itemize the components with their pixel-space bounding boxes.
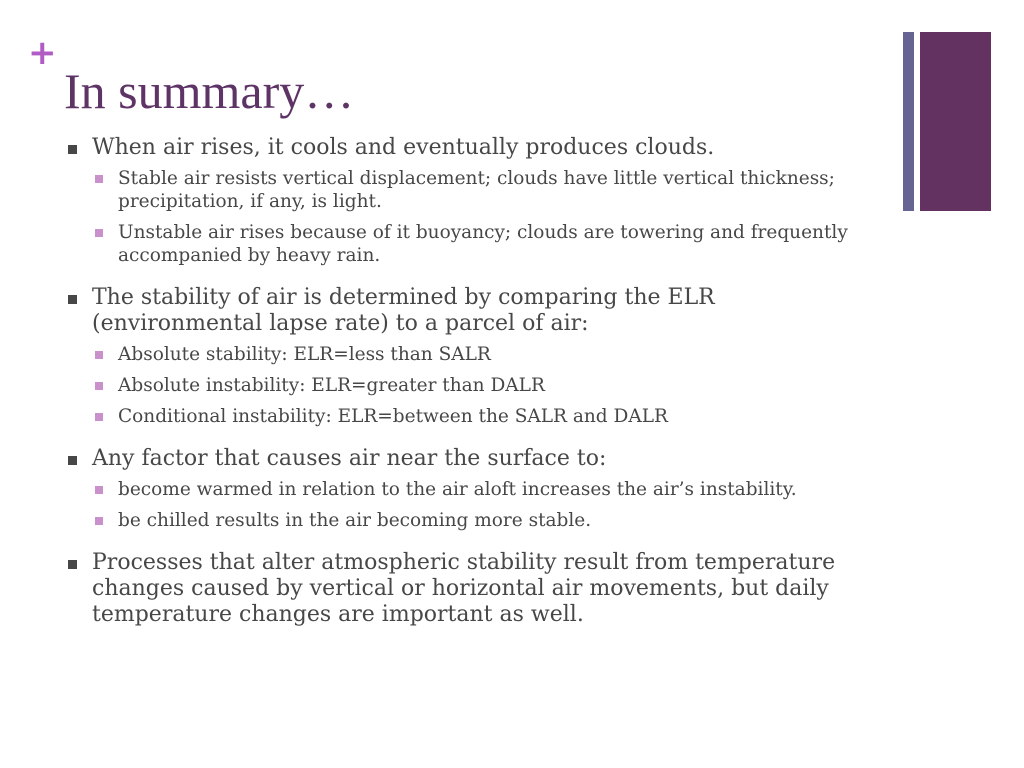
square-bullet-icon [68, 145, 77, 154]
decorative-thin-bar [903, 32, 914, 211]
sub-bullet-text: Absolute instability: ELR=greater than DALR [118, 375, 545, 396]
sub-square-bullet-icon [95, 351, 103, 359]
decorative-block [920, 32, 991, 211]
sub-bullet-text: be chilled results in the air becoming more stable. [118, 510, 592, 531]
bullet-item [68, 446, 858, 532]
sub-bullet-item [92, 405, 858, 428]
sub-bullet-list [92, 343, 858, 428]
sub-bullet-list [92, 478, 858, 532]
bullet-item [68, 135, 858, 267]
sub-square-bullet-icon [95, 517, 103, 525]
sub-bullet-text: Stable air resists vertical displacement; clouds have little vertical thickness; precipitation, if any, is light. [118, 168, 835, 212]
sub-bullet-item [92, 374, 858, 397]
plus-icon: + [28, 33, 57, 73]
sub-bullet-item [92, 343, 858, 366]
sub-bullet-item [92, 221, 858, 267]
sub-square-bullet-icon [95, 486, 103, 494]
sub-bullet-text: Absolute stability: ELR=less than SALR [118, 344, 491, 365]
bullet-text: Any factor that causes air near the surface to: [92, 446, 607, 471]
sub-bullet-list [92, 167, 858, 267]
slide-title: In summary… [64, 63, 355, 119]
sub-bullet-text: Conditional instability: ELR=between the SALR and DALR [118, 406, 668, 427]
sub-bullet-item [92, 167, 858, 213]
bullet-text: The stability of air is determined by comparing the ELR (environmental lapse rate) to a parcel of air: [92, 285, 715, 336]
bullet-text: Processes that alter atmospheric stability result from temperature changes caused by vertical or horizontal air movements, but daily temperature changes are important as well. [92, 550, 836, 627]
sub-square-bullet-icon [95, 229, 103, 237]
sub-square-bullet-icon [95, 382, 103, 390]
square-bullet-icon [68, 560, 77, 569]
sub-square-bullet-icon [95, 413, 103, 421]
sub-bullet-item [92, 478, 858, 501]
square-bullet-icon [68, 295, 77, 304]
bullet-item [68, 285, 858, 428]
bullet-text: When air rises, it cools and eventually produces clouds. [92, 135, 715, 160]
slide-content [68, 135, 858, 646]
bullet-list [68, 135, 858, 628]
sub-bullet-text: become warmed in relation to the air aloft increases the air’s instability. [118, 479, 797, 500]
bullet-item [68, 550, 858, 628]
sub-bullet-item [92, 509, 858, 532]
sub-square-bullet-icon [95, 175, 103, 183]
sub-bullet-text: Unstable air rises because of it buoyancy; clouds are towering and frequently accompanied by heavy rain. [118, 222, 848, 266]
square-bullet-icon [68, 456, 77, 465]
